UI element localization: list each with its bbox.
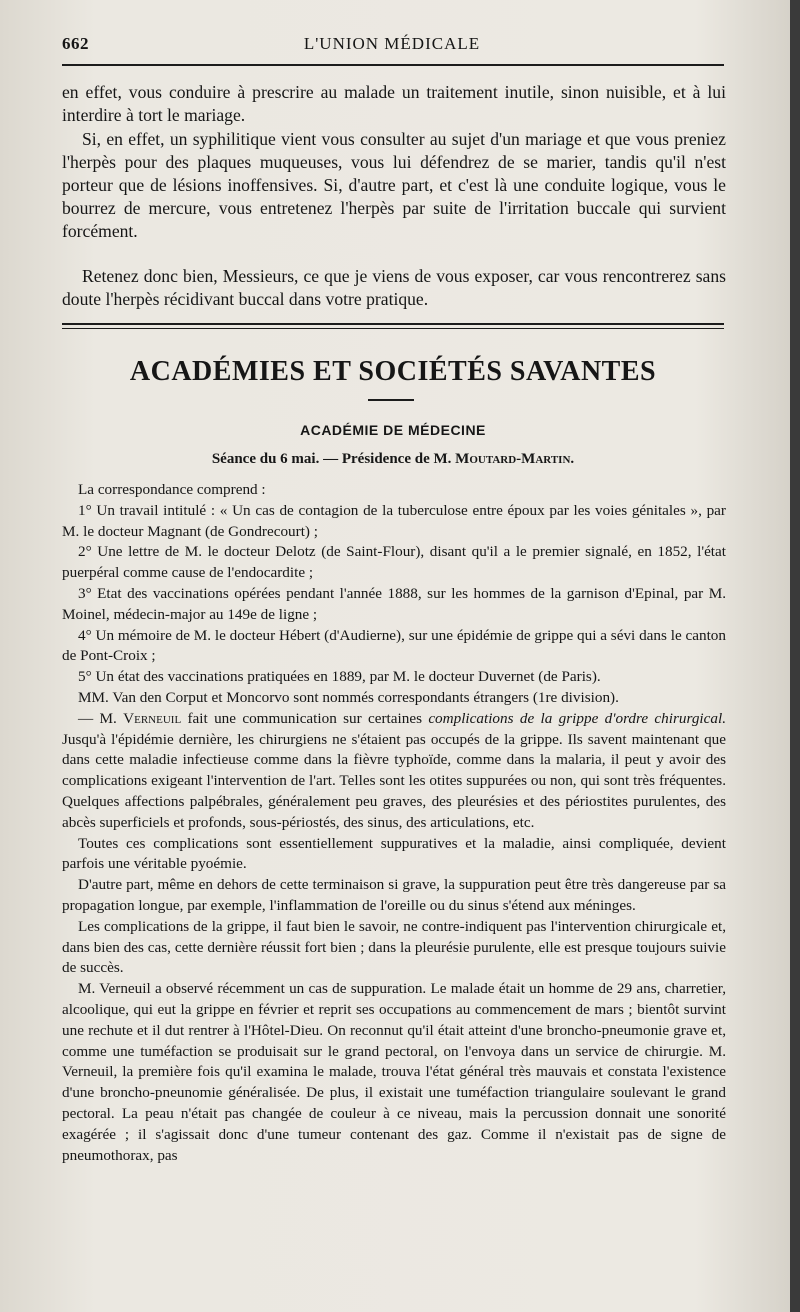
correspondance-item-2: 2° Une lettre de M. le docteur Delotz (de Saint-Flour), disant qu'il a le premier signalé, en 1852, l'état puerpéral comme cause de l'endocardite ; <box>62 543 726 582</box>
correspondance-item-1: 1° Un travail intitulé : « Un cas de contagion de la tuberculose entre époux par les voies génitales », par M. le docteur Magnant (de Gondrecourt) ; <box>62 501 726 540</box>
verneuil-paragraph <box>62 709 726 834</box>
seance-lead: Séance du 6 mai. — Présidence de M. <box>211 451 452 467</box>
title-underline <box>368 399 414 401</box>
correspondance-item-5: 5° Un état des vaccinations pratiquées en 1889, par M. le docteur Duvernet (de Paris). <box>78 668 601 686</box>
intro-paragraph-3: Retenez donc bien, Messieurs, ce que je viens de vous exposer, car vous rencontrerez sans doute l'herpès récidivant buccal dans votre pratique. <box>62 266 726 309</box>
suppuratives-paragraph: Toutes ces complications sont essentiellement suppuratives et la maladie, ainsi compliquée, devient parfois une véritable pyoémie. <box>62 834 726 873</box>
verneuil-topic: complications de la grippe d'ordre chirurgical. <box>428 709 726 727</box>
president-name: Moutard-Martin. <box>455 451 575 467</box>
section-title: ACADÉMIES ET SOCIÉTÉS SAVANTES <box>129 356 657 387</box>
correspondance-item-4: 4° Un mémoire de M. le docteur Hébert (d'Audierne), sur une épidémie de grippe qui a sévi dans le canton de Pont-Croix ; <box>62 626 726 665</box>
verneuil-name: Verneuil <box>123 709 182 727</box>
intro-paragraph-2: Si, en effet, un syphilitique vient vous consulter au sujet d'un mariage et que vous preniez l'herpès pour des plaques muqueuses, vous lui défendrez de se marier, tandis qu'il n'est porteur que de lésions inoffensives. Si, d'autre part, et c'est là une conduite logique, vous le bourrez de mercure, vous entretenez l'herpès par suite de l'irritation buccale qui survient forcément. <box>62 129 726 241</box>
article-body <box>62 480 726 1166</box>
complications-paragraph: Les complications de la grippe, il faut bien le savoir, ne contre-indiquent pas l'intervention chirurgicale et, dans bien des cas, cette dernière réussit fort bien ; dans la pleurésie purulente, elle est presque toujours suivie de succès. <box>62 917 726 977</box>
page-header <box>62 32 722 58</box>
correspondance-item-3: 3° Etat des vaccinations opérées pendant l'année 1888, sur les hommes de la garnison d'Epinal, par M. Moinel, médecin-major au 149e de ligne ; <box>62 584 726 623</box>
correspondance-intro: La correspondance comprend : <box>78 481 266 498</box>
dautre-part-paragraph: D'autre part, même en dehors de cette terminaison si grave, la suppuration peut être très dangereuse par sa propagation longue, par exemple, l'inflammation de l'oreille ou du sinus s'étend aux méninges. <box>62 876 726 914</box>
running-title: L'UNION MÉDICALE <box>303 34 481 53</box>
observation-paragraph: M. Verneuil a observé récemment un cas de suppuration. Le malade était un homme de 29 ans, charretier, alcoolique, qui eut la grippe en février et reprit ses occupations au commencement de mars ; bientôt survint une rechute et il dut rentrer à l'Hôtel-Dieu. On reconnut qu'il était atteint d'une broncho-pneumonie grave et, comme une tuméfaction se produisait sur le grand pectoral, on l'envoya dans un service de chirurgie. M. Verneuil, la première fois qu'il examina le malade, trouva l'état général très mauvais et constata l'existence d'une broncho-pneunomie généralisée. De plus, il existait une tuméfaction triangulaire soulevant le grand pectoral. La peau n'était pas changée de couleur à ce niveau, mais la percussion donnait une sonorité exagérée ; il s'agissait donc d'une tumeur contenant des gaz. Comme il n'existait pas de signe de pneumothorax, pas <box>62 980 726 1164</box>
header-rule <box>62 64 724 66</box>
verneuil-mid: fait une communication sur certaines <box>187 709 422 727</box>
section-divider <box>62 323 724 329</box>
subsection-title: ACADÉMIE DE MÉDECINE <box>300 422 486 438</box>
verneuil-rest: Jusqu'à l'épidémie dernière, les chirurgiens ne s'étaient pas occupés de la grippe. Ils savent maintenant que dans cette maladie infectieuse comme dans la fièvre typhoïde, comme dans la malaria, il peut y avoir des complications exigeant l'intervention de l'art. Telles sont les otites suppurées ou non, qui sont très fréquentes. Quelques affections palpébrales, généralement peu graves, des pleurésies et des périostites purulentes, des abcès superficiels et profonds, sous-périostés, des sinus, des articulations, etc. <box>62 730 726 831</box>
correspondants-paragraph: MM. Van den Corput et Moncorvo sont nommés correspondants étrangers (1re division). <box>78 688 619 706</box>
verneuil-dash: — M. <box>78 709 117 727</box>
page-number: 662 <box>62 34 89 53</box>
intro-paragraph-1: en effet, vous conduire à prescrire au malade un traitement inutile, sinon nuisible, et à lui interdire à tort le mariage. <box>62 82 726 125</box>
seance-line <box>62 451 724 468</box>
